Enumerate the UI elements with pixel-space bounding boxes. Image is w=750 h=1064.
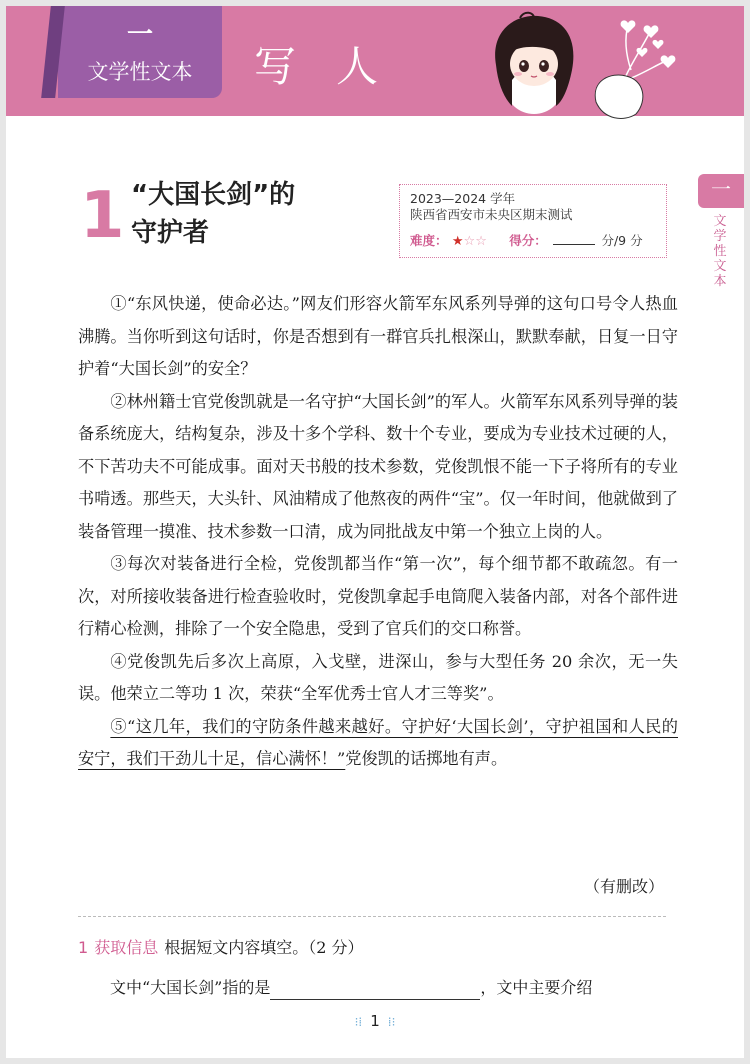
category-label: 文学性文本 [87,60,193,84]
score-label: 得分： [509,233,547,248]
difficulty-score-row [410,233,656,250]
page [6,6,744,1058]
star-filled-icon: ★ [451,234,464,249]
fill-suffix: ，文中主要介绍 [480,978,593,997]
paragraph-5-rest: 党俊凯的话掷地有声。 [345,749,508,768]
right-ornament-icon: ⁞⁝ [387,1015,396,1029]
question-tag: 获取信息 [94,938,159,957]
side-tab-label: 文学性文本 [713,214,727,289]
header-banner [6,6,744,116]
category-number: 一 [126,20,153,50]
paragraph-3: ③每次对装备进行全检，党俊凯都当作“第一次”，每个细节都不敢疏忽。有一次，对所接收装备进行检查验收时，党俊凯拿起手电筒爬入装备内部，对各个部件进行精心检测，排除了一个安全隐患，受到了官兵们的交口称誉。 [78,554,678,638]
question-number: 1 [78,938,89,957]
exam-info-box [399,184,667,258]
page-number-footer [6,1012,744,1030]
star-empty-icon: ☆ [475,234,487,249]
source-note: （有删改） [583,877,664,896]
side-tab: 一 [698,174,744,208]
score-suffix: 分/9 分 [601,233,643,248]
page-number: 1 [370,1012,380,1030]
paragraph-5-underlined: ⑤“这几年，我们的守防条件越来越好。守护好‘大国长剑’，守护祖国和人民的安宁，我们干劲儿十足，信心满怀！” [78,716,678,768]
lesson-number: 1 [80,179,125,253]
lesson-title-line1: “大国长剑”的 [131,180,296,210]
answer-blank[interactable] [270,980,480,1000]
question-1 [78,936,363,960]
article-body [78,288,678,776]
fill-prefix: 文中“大国长剑”指的是 [110,978,271,997]
exam-name: 陕西省西安市未央区期末测试 [410,207,573,222]
paragraph-2: ②林州籍士官党俊凯就是一名守护“大国长剑”的军人。火箭军东风系列导弹的装备系统庞大，结构复杂，涉及十多个学科、数十个专业，要成为专业技术过硬的人，不下苦功夫不可能成事。面对天书般的技术参数，党俊凯恨不能一下子将所有的专业书啃透。那些天，大头针、风油精成了他熬夜的两件“宝”。仅一年时间，他就做到了装备管理一摸准、技术参数一口清，成为同批战友中第一个独立上岗的人。 [78,391,678,541]
lesson-title-line2: 守护者 [131,218,210,248]
section-divider [78,916,666,917]
score-blank[interactable] [553,244,595,245]
difficulty-stars [452,233,487,248]
exam-year: 2023—2024 学年 [410,191,516,206]
paragraph-4: ④党俊凯先后多次上高原，入戈壁，进深山，参与大型任务 20 余次，无一失误。他荣立二等功 1 次，荣获“全军优秀士官人才三等奖”。 [78,651,678,703]
difficulty-label: 难度： [410,233,448,248]
paragraph-1: ①“东风快递，使命必达。”网友们形容火箭军东风系列导弹的这句口号令人热血沸腾。当你听到这句话时，你是否想到有一群官兵扎根深山，默默奉献，日复一日守护着“大国长剑”的安全？ [78,294,678,378]
paragraph-5 [78,711,678,776]
left-ornament-icon: ⁝⁞ [354,1015,363,1029]
girl-mascot-illustration [476,10,676,120]
category-box [58,6,222,98]
star-empty-icon: ☆ [463,234,476,249]
lesson-title [131,176,295,252]
unit-title: 写人 [254,42,419,91]
question-fill-line [78,976,678,1000]
question-prompt: 根据短文内容填空。（2 分） [164,938,364,957]
